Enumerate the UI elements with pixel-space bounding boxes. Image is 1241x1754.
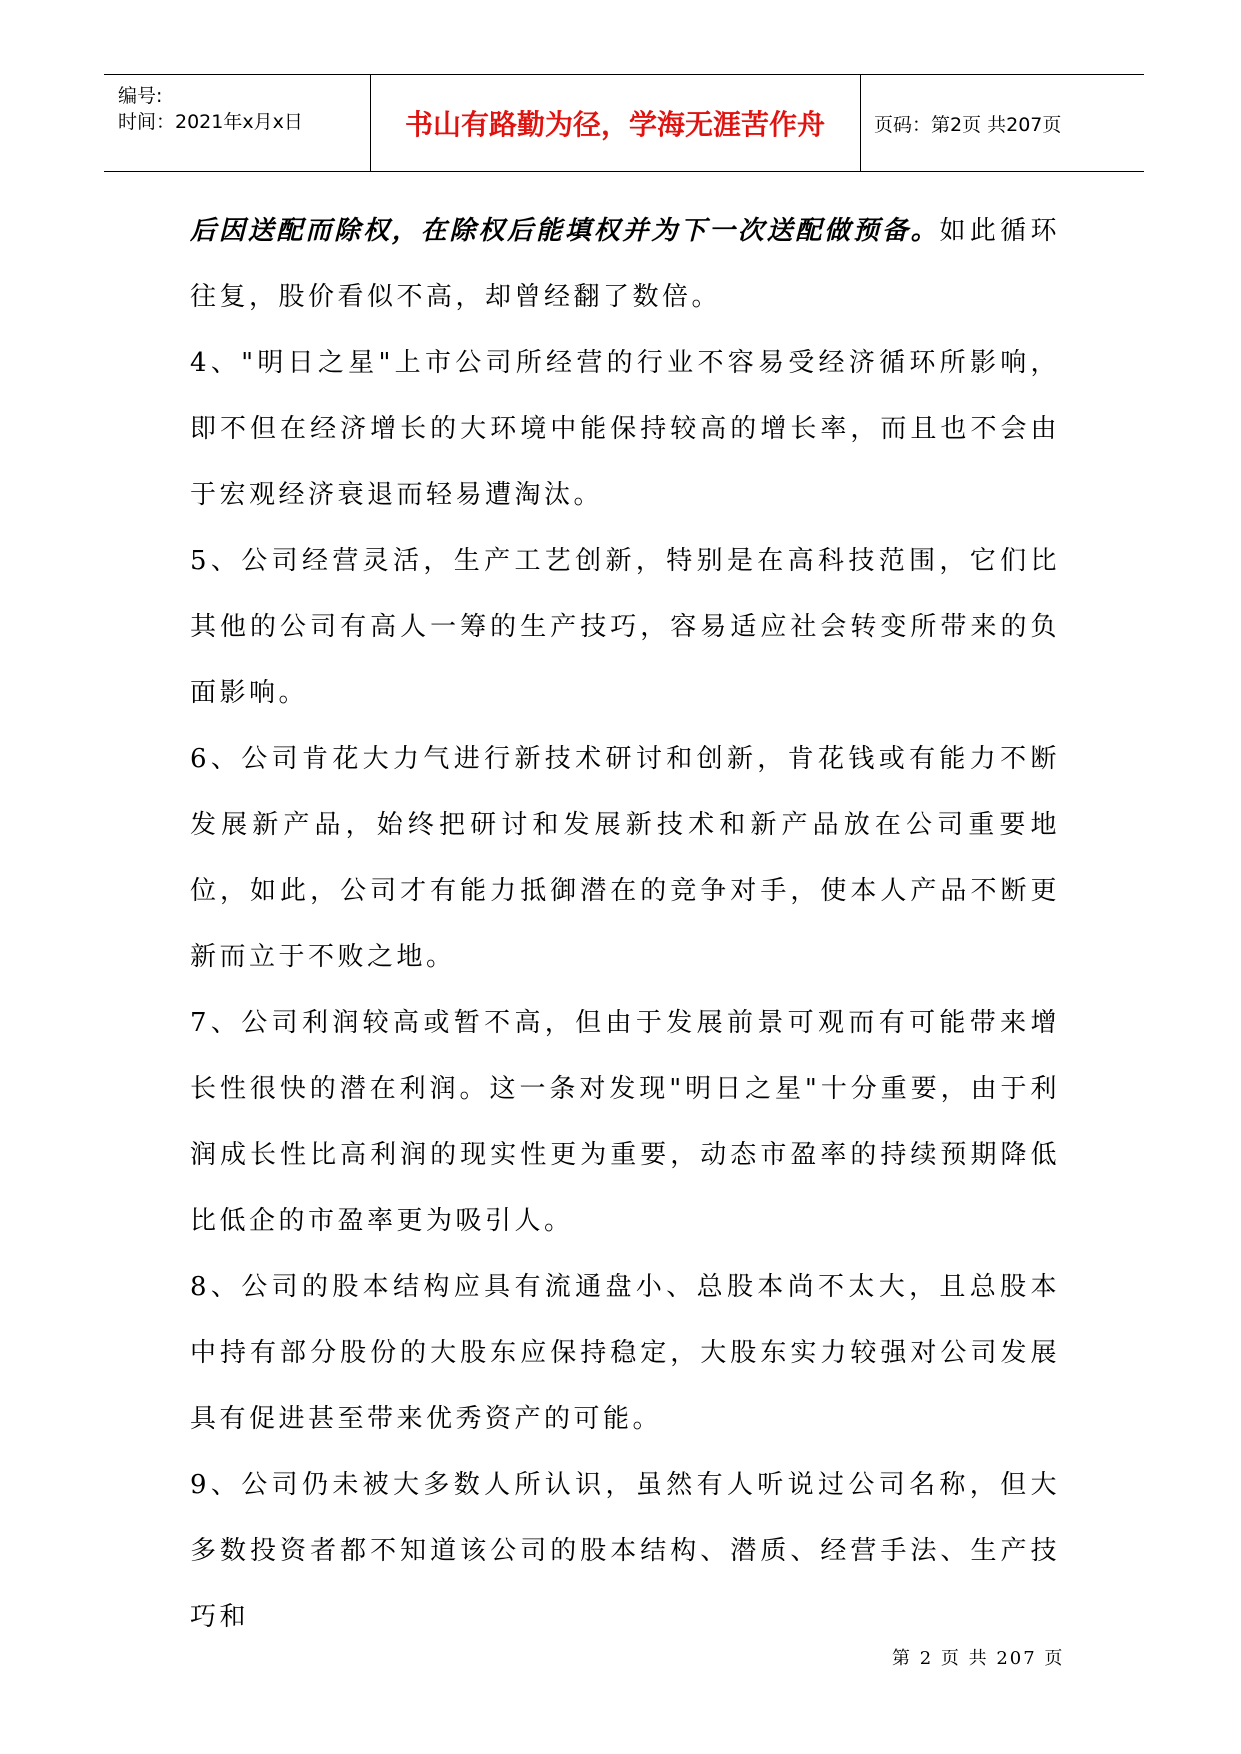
paragraph-text: 如此循环往复，股价看似不高，却曾经翻了数倍。 [190, 216, 1060, 312]
paragraph-7: 7、公司利润较高或暂不高，但由于发展前景可观而有可能带来增长性很快的潜在利润。这一条对发现"明日之星"十分重要，由于利润成长性比高利润的现实性更为重要，动态市盈率的持续预期降低比低企的市盈率更为吸引人。 [190, 1008, 1060, 1236]
page-header [104, 74, 1144, 172]
header-meta [104, 75, 371, 171]
header-motto: 书山有路勤为径，学海无涯苦作舟 [404, 108, 825, 141]
page-footer: 第 2 页 共 207 页 [892, 1648, 1065, 1669]
paragraph-5: 5、公司经营灵活，生产工艺创新，特别是在高科技范围，它们比其他的公司有高人一筹的生产技巧，容易适应社会转变所带来的负面影响。 [190, 546, 1060, 708]
paragraph-9: 9、公司仍未被大多数人所认识，虽然有人听说过公司名称，但大多数投资者都不知道该公司的股本结构、潜质、经营手法、生产技巧和 [190, 1470, 1060, 1632]
time-label: 时间：2021年x月x日 [118, 111, 303, 133]
document-body [190, 198, 1060, 1650]
emphasized-text: 后因送配而除权，在除权后能填权并为下一次送配做预备。 [190, 216, 940, 246]
paragraph-6: 6、公司肯花大力气进行新技术研讨和创新，肯花钱或有能力不断发展新产品，始终把研讨和发展新技术和新产品放在公司重要地位，如此，公司才有能力抵御潜在的竞争对手，使本人产品不断更新而立于不败之地。 [190, 744, 1060, 972]
paragraph-continued [190, 198, 1060, 330]
header-motto-cell [370, 75, 861, 171]
paragraph-8: 8、公司的股本结构应具有流通盘小、总股本尚不太大，且总股本中持有部分股份的大股东应保持稳定，大股东实力较强对公司发展具有促进甚至带来优秀资产的可能。 [190, 1272, 1060, 1434]
serial-number-label: 编号: [118, 85, 163, 107]
paragraph-4: 4、"明日之星"上市公司所经营的行业不容易受经济循环所影响，即不但在经济增长的大环境中能保持较高的增长率，而且也不会由于宏观经济衰退而轻易遭淘汰。 [190, 348, 1060, 510]
header-page-info: 页码：第2页 共207页 [874, 113, 1062, 136]
